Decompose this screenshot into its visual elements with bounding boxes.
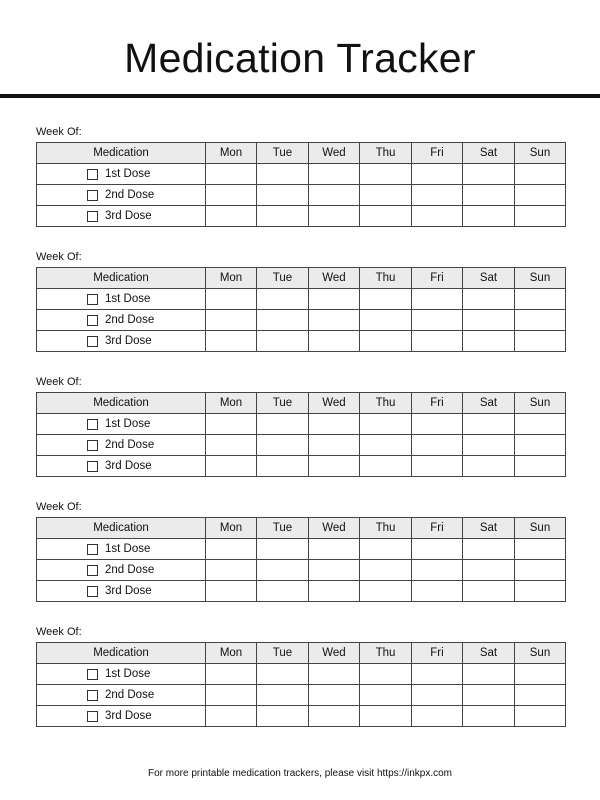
day-cell-mon[interactable]	[206, 539, 257, 560]
day-header-sun: Sun	[515, 643, 566, 664]
day-cell-sun[interactable]	[515, 456, 566, 477]
day-header-sun: Sun	[515, 518, 566, 539]
day-header-wed: Wed	[309, 393, 360, 414]
day-cell-tue[interactable]	[257, 164, 309, 185]
dose-row	[37, 456, 566, 477]
dose-label-wrap	[37, 168, 205, 180]
day-cell-mon[interactable]	[206, 560, 257, 581]
dose-label-wrap	[37, 439, 205, 451]
day-cell-mon[interactable]	[206, 185, 257, 206]
day-cell-thu[interactable]	[360, 664, 412, 685]
day-cell-wed[interactable]	[309, 685, 360, 706]
dose-label: 1st Dose	[105, 543, 151, 555]
day-cell-wed[interactable]	[309, 581, 360, 602]
day-cell-fri[interactable]	[412, 310, 463, 331]
week-of-label: Week Of:	[36, 626, 82, 638]
dose-row	[37, 539, 566, 560]
day-cell-sat[interactable]	[463, 456, 515, 477]
day-header-tue: Tue	[257, 393, 309, 414]
day-cell-fri[interactable]	[412, 581, 463, 602]
day-header-mon: Mon	[206, 143, 257, 164]
day-header-thu: Thu	[360, 268, 412, 289]
medication-header: Medication	[37, 143, 206, 164]
dose-label: 3rd Dose	[105, 460, 152, 472]
day-cell-wed[interactable]	[309, 310, 360, 331]
dose-label-wrap	[37, 293, 205, 305]
dose-label: 2nd Dose	[105, 564, 155, 576]
dose-label: 2nd Dose	[105, 439, 155, 451]
day-header-thu: Thu	[360, 393, 412, 414]
day-cell-mon[interactable]	[206, 664, 257, 685]
day-cell-sat[interactable]	[463, 310, 515, 331]
dose-checkbox[interactable]	[87, 294, 98, 305]
dose-checkbox[interactable]	[87, 315, 98, 326]
day-cell-sat[interactable]	[463, 539, 515, 560]
dose-label: 3rd Dose	[105, 710, 152, 722]
day-cell-thu[interactable]	[360, 539, 412, 560]
medication-header: Medication	[37, 518, 206, 539]
medication-cell	[37, 289, 206, 310]
day-cell-sat[interactable]	[463, 685, 515, 706]
day-cell-fri[interactable]	[412, 539, 463, 560]
day-cell-mon[interactable]	[206, 331, 257, 352]
medication-header: Medication	[37, 393, 206, 414]
day-cell-sun[interactable]	[515, 164, 566, 185]
day-cell-fri[interactable]	[412, 206, 463, 227]
dose-checkbox[interactable]	[87, 336, 98, 347]
dose-label-wrap	[37, 710, 205, 722]
day-header-thu: Thu	[360, 643, 412, 664]
day-cell-sun[interactable]	[515, 206, 566, 227]
day-cell-thu[interactable]	[360, 331, 412, 352]
day-cell-wed[interactable]	[309, 664, 360, 685]
medication-cell	[37, 539, 206, 560]
dose-checkbox[interactable]	[87, 690, 98, 701]
day-cell-mon[interactable]	[206, 414, 257, 435]
page-title: Medication Tracker	[124, 35, 476, 81]
dose-label-wrap	[37, 585, 205, 597]
dose-label: 3rd Dose	[105, 585, 152, 597]
day-cell-wed[interactable]	[309, 185, 360, 206]
day-header-tue: Tue	[257, 268, 309, 289]
header-row	[37, 393, 566, 414]
dose-label-wrap	[37, 189, 205, 201]
day-cell-mon[interactable]	[206, 289, 257, 310]
day-header-sat: Sat	[463, 143, 515, 164]
dose-row	[37, 685, 566, 706]
day-header-sat: Sat	[463, 393, 515, 414]
day-cell-sat[interactable]	[463, 581, 515, 602]
dose-checkbox[interactable]	[87, 544, 98, 555]
day-cell-fri[interactable]	[412, 560, 463, 581]
dose-checkbox[interactable]	[87, 711, 98, 722]
day-cell-tue[interactable]	[257, 706, 309, 727]
dose-label-wrap	[37, 543, 205, 555]
day-header-sat: Sat	[463, 268, 515, 289]
dose-label: 1st Dose	[105, 168, 151, 180]
day-header-wed: Wed	[309, 268, 360, 289]
day-header-sun: Sun	[515, 393, 566, 414]
day-cell-sun[interactable]	[515, 289, 566, 310]
day-cell-tue[interactable]	[257, 435, 309, 456]
day-header-tue: Tue	[257, 643, 309, 664]
day-header-fri: Fri	[412, 143, 463, 164]
header-row	[37, 643, 566, 664]
medication-cell	[37, 581, 206, 602]
day-cell-sun[interactable]	[515, 331, 566, 352]
day-cell-mon[interactable]	[206, 435, 257, 456]
dose-label: 3rd Dose	[105, 335, 152, 347]
dose-label-wrap	[37, 460, 205, 472]
day-header-sun: Sun	[515, 143, 566, 164]
day-cell-mon[interactable]	[206, 206, 257, 227]
day-cell-tue[interactable]	[257, 581, 309, 602]
day-cell-thu[interactable]	[360, 164, 412, 185]
day-header-fri: Fri	[412, 393, 463, 414]
medication-cell	[37, 560, 206, 581]
day-cell-sat[interactable]	[463, 206, 515, 227]
day-cell-fri[interactable]	[412, 185, 463, 206]
week-tracker-table	[36, 642, 566, 727]
day-cell-sun[interactable]	[515, 185, 566, 206]
day-cell-wed[interactable]	[309, 706, 360, 727]
medication-cell	[37, 435, 206, 456]
week-tracker-table	[36, 142, 566, 227]
day-cell-thu[interactable]	[360, 289, 412, 310]
dose-row	[37, 560, 566, 581]
day-cell-wed[interactable]	[309, 414, 360, 435]
day-cell-fri[interactable]	[412, 435, 463, 456]
day-header-fri: Fri	[412, 268, 463, 289]
medication-cell	[37, 331, 206, 352]
day-cell-sun[interactable]	[515, 581, 566, 602]
dose-label: 2nd Dose	[105, 189, 155, 201]
day-cell-sat[interactable]	[463, 706, 515, 727]
dose-checkbox[interactable]	[87, 419, 98, 430]
header-row	[37, 268, 566, 289]
day-header-wed: Wed	[309, 643, 360, 664]
day-header-sun: Sun	[515, 268, 566, 289]
day-cell-fri[interactable]	[412, 706, 463, 727]
day-header-fri: Fri	[412, 643, 463, 664]
medication-cell	[37, 185, 206, 206]
dose-label-wrap	[37, 314, 205, 326]
day-cell-wed[interactable]	[309, 456, 360, 477]
day-cell-sat[interactable]	[463, 185, 515, 206]
day-cell-wed[interactable]	[309, 539, 360, 560]
dose-row	[37, 289, 566, 310]
week-tracker-table	[36, 517, 566, 602]
dose-label-wrap	[37, 418, 205, 430]
medication-cell	[37, 164, 206, 185]
day-cell-fri[interactable]	[412, 289, 463, 310]
dose-label-wrap	[37, 668, 205, 680]
dose-label: 2nd Dose	[105, 314, 155, 326]
day-cell-sun[interactable]	[515, 310, 566, 331]
day-cell-sun[interactable]	[515, 706, 566, 727]
day-cell-sat[interactable]	[463, 164, 515, 185]
dose-row	[37, 310, 566, 331]
day-cell-thu[interactable]	[360, 206, 412, 227]
day-header-mon: Mon	[206, 518, 257, 539]
header-row	[37, 518, 566, 539]
day-cell-thu[interactable]	[360, 414, 412, 435]
day-cell-thu[interactable]	[360, 185, 412, 206]
dose-label: 1st Dose	[105, 418, 151, 430]
day-header-sat: Sat	[463, 518, 515, 539]
day-cell-fri[interactable]	[412, 414, 463, 435]
dose-checkbox[interactable]	[87, 565, 98, 576]
dose-row	[37, 664, 566, 685]
day-cell-thu[interactable]	[360, 456, 412, 477]
dose-checkbox[interactable]	[87, 669, 98, 680]
dose-label-wrap	[37, 689, 205, 701]
day-header-mon: Mon	[206, 643, 257, 664]
medication-cell	[37, 706, 206, 727]
day-cell-tue[interactable]	[257, 456, 309, 477]
day-cell-wed[interactable]	[309, 435, 360, 456]
day-cell-sun[interactable]	[515, 664, 566, 685]
day-cell-sat[interactable]	[463, 414, 515, 435]
week-of-label: Week Of:	[36, 501, 82, 513]
week-of-label: Week Of:	[36, 126, 82, 138]
day-cell-thu[interactable]	[360, 435, 412, 456]
dose-checkbox[interactable]	[87, 211, 98, 222]
day-cell-sun[interactable]	[515, 685, 566, 706]
day-cell-fri[interactable]	[412, 331, 463, 352]
day-cell-tue[interactable]	[257, 685, 309, 706]
day-cell-mon[interactable]	[206, 456, 257, 477]
day-cell-thu[interactable]	[360, 685, 412, 706]
day-cell-mon[interactable]	[206, 164, 257, 185]
dose-label-wrap	[37, 210, 205, 222]
dose-row	[37, 185, 566, 206]
day-header-fri: Fri	[412, 518, 463, 539]
day-cell-sun[interactable]	[515, 435, 566, 456]
day-cell-fri[interactable]	[412, 164, 463, 185]
day-cell-mon[interactable]	[206, 685, 257, 706]
day-cell-sun[interactable]	[515, 539, 566, 560]
dose-row	[37, 435, 566, 456]
day-cell-sat[interactable]	[463, 289, 515, 310]
medication-header: Medication	[37, 268, 206, 289]
medication-cell	[37, 456, 206, 477]
day-cell-fri[interactable]	[412, 685, 463, 706]
footer-text: For more printable medication trackers, please visit https://inkpx.com	[147, 768, 452, 779]
day-cell-sun[interactable]	[515, 414, 566, 435]
dose-row	[37, 706, 566, 727]
dose-row	[37, 331, 566, 352]
day-header-thu: Thu	[360, 143, 412, 164]
medication-cell	[37, 310, 206, 331]
week-tracker-table	[36, 392, 566, 477]
day-cell-tue[interactable]	[257, 206, 309, 227]
dose-checkbox[interactable]	[87, 440, 98, 451]
day-cell-thu[interactable]	[360, 706, 412, 727]
day-cell-wed[interactable]	[309, 206, 360, 227]
day-cell-tue[interactable]	[257, 185, 309, 206]
day-cell-wed[interactable]	[309, 289, 360, 310]
day-cell-wed[interactable]	[309, 164, 360, 185]
day-cell-fri[interactable]	[412, 664, 463, 685]
day-header-wed: Wed	[309, 143, 360, 164]
day-cell-wed[interactable]	[309, 331, 360, 352]
dose-label: 3rd Dose	[105, 210, 152, 222]
day-cell-wed[interactable]	[309, 560, 360, 581]
day-cell-sat[interactable]	[463, 331, 515, 352]
day-cell-mon[interactable]	[206, 310, 257, 331]
day-cell-tue[interactable]	[257, 664, 309, 685]
dose-label-wrap	[37, 335, 205, 347]
day-cell-sun[interactable]	[515, 560, 566, 581]
day-cell-thu[interactable]	[360, 560, 412, 581]
day-cell-mon[interactable]	[206, 581, 257, 602]
dose-label-wrap	[37, 564, 205, 576]
medication-cell	[37, 414, 206, 435]
dose-label: 2nd Dose	[105, 689, 155, 701]
dose-row	[37, 581, 566, 602]
dose-row	[37, 414, 566, 435]
week-tracker-table	[36, 267, 566, 352]
day-cell-tue[interactable]	[257, 289, 309, 310]
day-cell-thu[interactable]	[360, 581, 412, 602]
day-header-sat: Sat	[463, 643, 515, 664]
day-cell-tue[interactable]	[257, 331, 309, 352]
dose-row	[37, 206, 566, 227]
medication-header: Medication	[37, 643, 206, 664]
dose-checkbox[interactable]	[87, 586, 98, 597]
week-of-label: Week Of:	[36, 251, 82, 263]
dose-checkbox[interactable]	[87, 461, 98, 472]
day-cell-tue[interactable]	[257, 560, 309, 581]
dose-checkbox[interactable]	[87, 190, 98, 201]
day-header-mon: Mon	[206, 268, 257, 289]
dose-label: 1st Dose	[105, 293, 151, 305]
day-cell-sat[interactable]	[463, 560, 515, 581]
day-cell-sat[interactable]	[463, 435, 515, 456]
week-of-label: Week Of:	[36, 376, 82, 388]
day-cell-tue[interactable]	[257, 310, 309, 331]
medication-cell	[37, 206, 206, 227]
day-cell-mon[interactable]	[206, 706, 257, 727]
medication-cell	[37, 685, 206, 706]
day-cell-tue[interactable]	[257, 414, 309, 435]
dose-checkbox[interactable]	[87, 169, 98, 180]
day-header-tue: Tue	[257, 143, 309, 164]
day-header-wed: Wed	[309, 518, 360, 539]
day-cell-tue[interactable]	[257, 539, 309, 560]
header-row	[37, 143, 566, 164]
day-header-thu: Thu	[360, 518, 412, 539]
day-header-tue: Tue	[257, 518, 309, 539]
dose-label: 1st Dose	[105, 668, 151, 680]
day-cell-sat[interactable]	[463, 664, 515, 685]
title-divider	[0, 94, 600, 98]
day-cell-fri[interactable]	[412, 456, 463, 477]
medication-cell	[37, 664, 206, 685]
day-header-mon: Mon	[206, 393, 257, 414]
dose-row	[37, 164, 566, 185]
day-cell-thu[interactable]	[360, 310, 412, 331]
